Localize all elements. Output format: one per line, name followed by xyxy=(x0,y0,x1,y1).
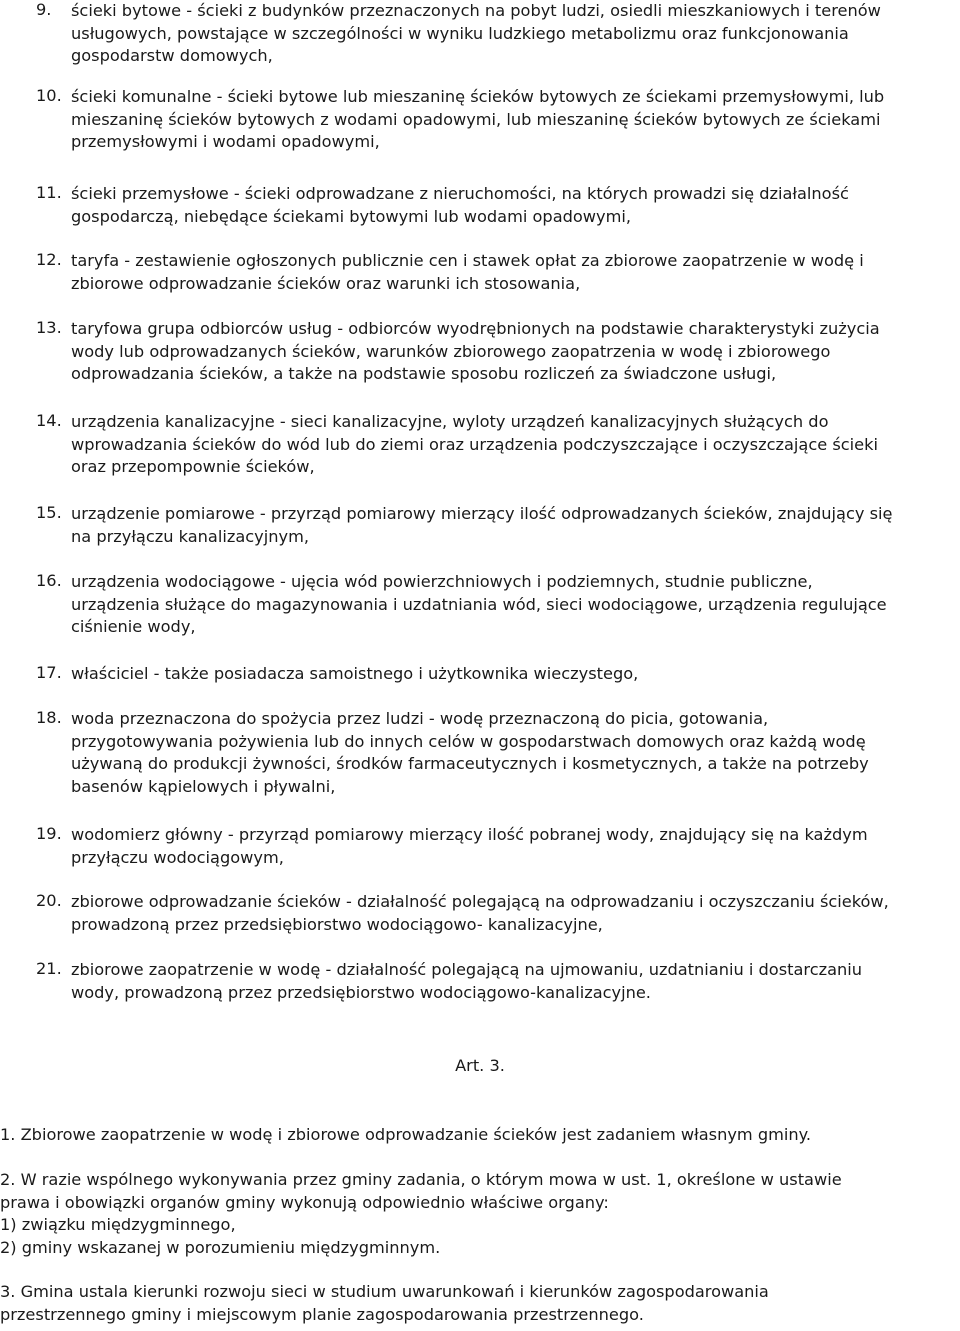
definition-text xyxy=(71,708,960,798)
article-heading: Art. 3. xyxy=(455,1056,505,1075)
definition-text xyxy=(71,318,960,386)
definition-text xyxy=(71,0,960,68)
text-line: basenów kąpielowych i pływalni, xyxy=(71,776,336,796)
text-line: wody, prowadzoną przez przedsiębiorstwo wodociągowo-kanalizacyjne. xyxy=(71,982,651,1002)
definition-number: 10. xyxy=(36,86,62,105)
text-line: urządzenia służące do magazynowania i uzdatniania wód, sieci wodociągowe, urządzenia regulujące xyxy=(71,594,887,614)
text-line: zbiorowe odprowadzanie ścieków oraz warunki ich stosowania, xyxy=(71,273,581,293)
definition-text xyxy=(71,663,960,686)
definition-number: 17. xyxy=(36,663,62,682)
text-line: na przyłączu kanalizacyjnym, xyxy=(71,526,309,546)
definition-text xyxy=(71,891,960,936)
text-line: ścieki komunalne - ścieki bytowe lub mieszaninę ścieków bytowych ze ściekami przemysłowymi, lub xyxy=(71,87,885,106)
definition-number: 15. xyxy=(36,503,62,522)
text-line: prawa i obowiązki organów gminy wykonują odpowiednio właściwe organy: xyxy=(0,1192,609,1212)
text-line: wodomierz główny - przyrząd pomiarowy mierzący ilość pobranej wody, znajdujący się na każdym xyxy=(71,825,868,844)
text-line: taryfa - zestawienie ogłoszonych publicznie cen i stawek opłat za zbiorowe zaopatrzenie w wodę i xyxy=(71,251,864,270)
text-line: 1. Zbiorowe zaopatrzenie w wodę i zbiorowe odprowadzanie ścieków jest zadaniem własnym gminy. xyxy=(0,1125,812,1144)
text-line: zbiorowe odprowadzanie ścieków - działalność polegającą na odprowadzaniu i oczyszczaniu ścieków, xyxy=(71,892,889,911)
definition-number: 21. xyxy=(36,959,62,978)
paragraph xyxy=(0,1169,960,1259)
text-line: zbiorowe zaopatrzenie w wodę - działalność polegającą na ujmowaniu, uzdatnianiu i dostarczaniu xyxy=(71,960,863,979)
text-line: 3. Gmina ustala kierunki rozwoju sieci w studium uwarunkowań i kierunków zagospodarowania xyxy=(0,1282,769,1301)
text-line: przemysłowymi i wodami opadowymi, xyxy=(71,132,380,151)
definition-number: 12. xyxy=(36,250,62,269)
text-line: odprowadzania ścieków, a także na podstawie sposobu rozliczeń za świadczone usługi, xyxy=(71,364,777,383)
text-line: ścieki przemysłowe - ścieki odprowadzane z nieruchomości, na których prowadzi się działalność xyxy=(71,184,849,203)
definition-number: 14. xyxy=(36,411,62,430)
definition-number: 20. xyxy=(36,891,62,910)
text-line: 2. W razie wspólnego wykonywania przez gminy zadania, o którym mowa w ust. 1, określone w ustawie xyxy=(0,1170,842,1189)
text-line: wprowadzania ścieków do wód lub do ziemi oraz urządzenia podczyszczające i oczyszczające ścieki xyxy=(71,434,878,454)
text-line: 1) związku międzygminnego, xyxy=(0,1215,236,1234)
text-line: gospodarczą, niebędące ściekami bytowymi lub wodami opadowymi, xyxy=(71,206,632,226)
text-line: przyłączu wodociągowym, xyxy=(71,847,284,867)
definition-text xyxy=(71,86,960,154)
text-line: przestrzennego gminy i miejscowym planie zagospodarowania przestrzennego. xyxy=(0,1304,644,1324)
text-line: oraz przepompownie ścieków, xyxy=(71,457,315,476)
paragraph xyxy=(0,1281,960,1326)
text-line: woda przeznaczona do spożycia przez ludzi - wodę przeznaczoną do picia, gotowania, xyxy=(71,709,769,728)
text-line: urządzenie pomiarowe - przyrząd pomiarowy mierzący ilość odprowadzanych ścieków, znajdujący się xyxy=(71,504,893,523)
paragraph xyxy=(0,1124,960,1147)
text-line: ścieki bytowe - ścieki z budynków przeznaczonych na pobyt ludzi, osiedli mieszkaniowych i terenów xyxy=(71,1,881,20)
text-line: urządzenia kanalizacyjne - sieci kanalizacyjne, wyloty urządzeń kanalizacyjnych służących do xyxy=(71,412,829,431)
text-line: prowadzoną przez przedsiębiorstwo wodociągowo- kanalizacyjne, xyxy=(71,914,603,934)
text-line: ciśnienie wody, xyxy=(71,617,196,636)
definition-text xyxy=(71,250,960,295)
definition-number: 19. xyxy=(36,824,62,843)
definition-text xyxy=(71,411,960,479)
text-line: 2) gminy wskazanej w porozumieniu międzygminnym. xyxy=(0,1237,441,1257)
definition-number: 16. xyxy=(36,571,62,590)
text-line: przygotowywania pożywienia lub do innych celów w gospodarstwach domowych oraz każdą wodę xyxy=(71,731,866,751)
text-line: gospodarstw domowych, xyxy=(71,46,273,65)
definition-text xyxy=(71,503,960,548)
text-line: taryfowa grupa odbiorców usług - odbiorców wyodrębnionych na podstawie charakterystyki zużycia xyxy=(71,319,880,338)
text-line: właściciel - także posiadacza samoistnego i użytkownika wieczystego, xyxy=(71,664,639,683)
text-line: używaną do produkcji żywności, środków farmaceutycznych i kosmetycznych, a także na potrzeby xyxy=(71,754,869,773)
definition-number: 11. xyxy=(36,183,62,202)
definition-number: 13. xyxy=(36,318,62,337)
definition-text xyxy=(71,824,960,869)
definition-number: 9. xyxy=(36,0,52,19)
definition-number: 18. xyxy=(36,708,62,727)
definition-text xyxy=(71,571,960,639)
text-line: usługowych, powstające w szczególności w wyniku ludzkiego metabolizmu oraz funkcjonowania xyxy=(71,23,849,43)
definition-text xyxy=(71,183,960,228)
text-line: mieszaninę ścieków bytowych z wodami opadowymi, lub mieszaninę ścieków bytowych ze ściekami xyxy=(71,109,881,129)
definition-text xyxy=(71,959,960,1004)
text-line: wody lub odprowadzanych ścieków, warunków zbiorowego zaopatrzenia w wodę i zbiorowego xyxy=(71,341,831,361)
text-line: urządzenia wodociągowe - ujęcia wód powierzchniowych i podziemnych, studnie publiczne, xyxy=(71,572,813,591)
